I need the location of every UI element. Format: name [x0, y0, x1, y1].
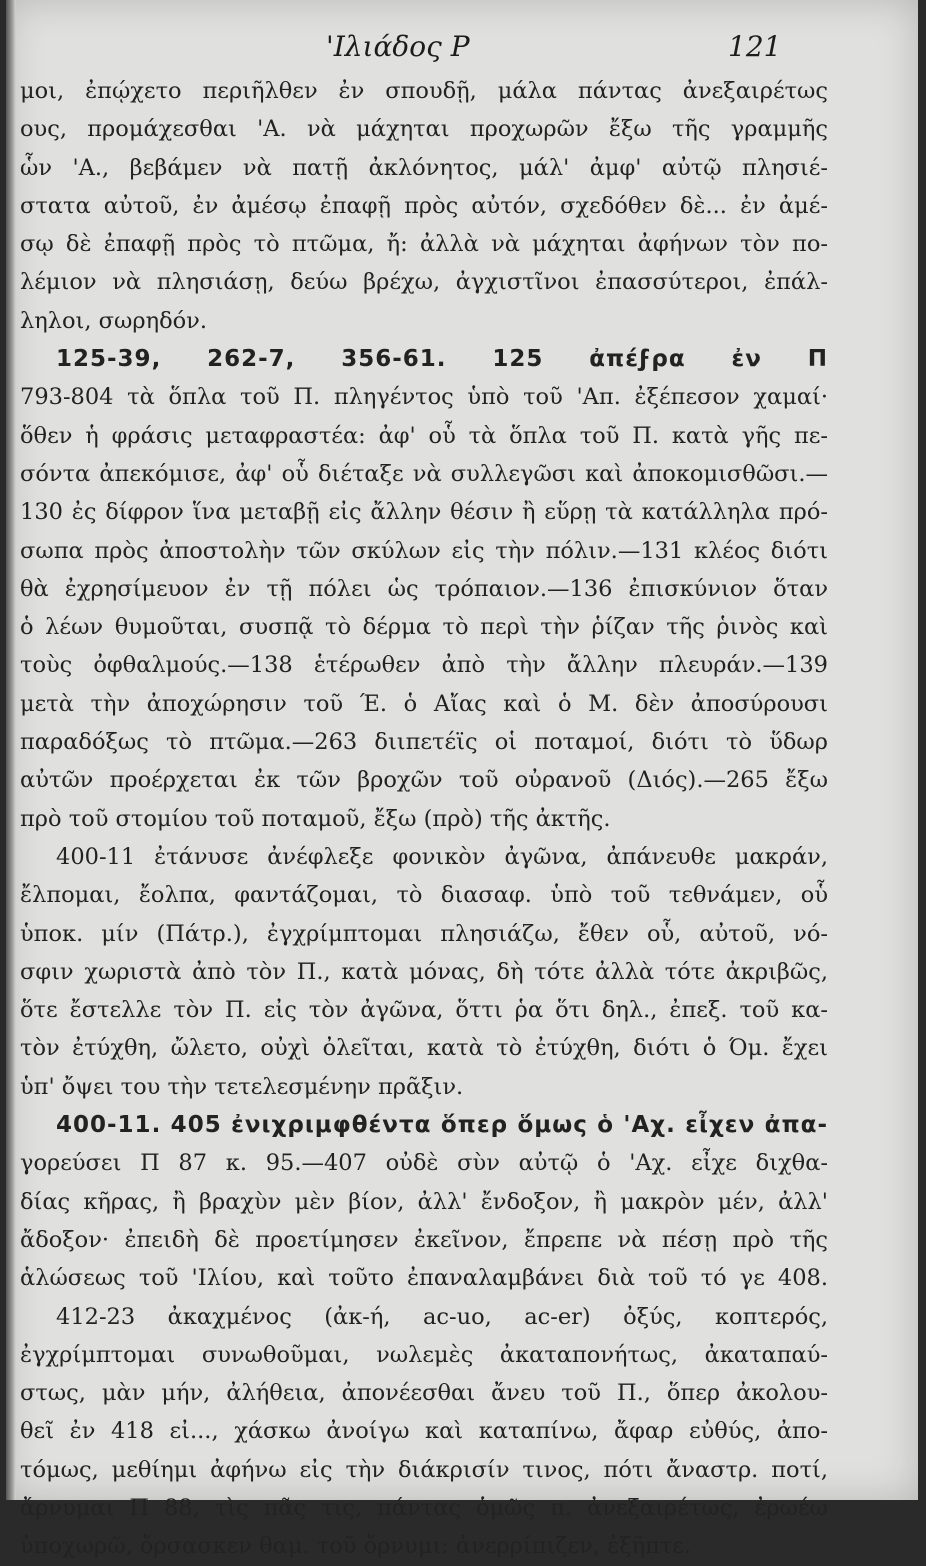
- page-number: 121: [728, 30, 782, 63]
- text-line: τόμως, μεθίημι ἀφήνω εἰς τὴν διάκρισίν τινος, πότι ἄναστρ. ποτί,: [20, 1456, 828, 1483]
- text-line: ἄρνυμαι Π 88, τὶς πᾶς τις, πάντας ὁμῶς π. ἀνεξαιρέτως, ἐρωέω: [20, 1494, 828, 1521]
- page-binding-edge: [6, 0, 16, 1500]
- text-line: σφιν χωριστὰ ἀπὸ τὸν Π., κατὰ μόνας, δὴ τότε ἀλλὰ τότε ἀκριβῶς,: [20, 958, 828, 985]
- text-line: 412-23 ἀκαχμένος (ἀκ-ή, ac-uo, ac-er) ὀξύς, κοπτερός,: [56, 1303, 828, 1330]
- book-page: [6, 0, 918, 1560]
- text-line: ἐγχρίμπτομαι συνωθοῦμαι, νωλεμὲς ἀκαταπονήτως, ἀκαταπαύ-: [20, 1341, 828, 1368]
- text-line: 400-11 ἐτάνυσε ἀνέφλεξε φονικὸν ἀγῶνα, ἀπάνευθε μακράν,: [56, 843, 828, 870]
- text-line: πρὸ τοῦ στομίου τοῦ ποταμοῦ, ἔξω (πρὸ) τῆς ἀκτῆς.: [20, 805, 611, 832]
- text-line: τὸν ἐτύχθη, ὤλετο, οὐχὶ ὀλεῖται, κατὰ τὸ ἐτύχθη, διότι ὁ Όμ. ἔχει: [20, 1035, 828, 1062]
- text-line: μετὰ τὴν ἀποχώρησιν τοῦ Έ. ὁ Αἴας καὶ ὁ Μ. δὲν ἀποσύρουσι: [20, 690, 828, 717]
- text-line: στως, μὰν μήν, ἀλήθεια, ἀπονέεσθαι ἄνευ τοῦ Π., ὅπερ ἀκολου-: [20, 1380, 828, 1407]
- text-line: 130 ἐς δίφρον ἵνα μεταβῇ εἰς ἄλλην θέσιν ἢ εὕρῃ τὰ κατάλληλα πρό-: [20, 499, 828, 526]
- page-header: [6, 30, 918, 70]
- text-line: ὑποχωρῶ, ὄρσασκεν θαμ. τοῦ ὄρνυμι: ἀνερρίπιζεν, ἐξῆπτε.: [20, 1533, 692, 1560]
- text-line: ἔλπομαι, ἔολπα, φαντάζομαι, τὸ διασαφ. ὑπὸ τοῦ τεθνάμεν, οὗ: [20, 882, 828, 909]
- section-heading-line: 400-11. 405 ἐνιχριμφθέντα ὅπερ ὅμως ὁ 'Αχ. εἶχεν ἀπα-: [56, 1112, 828, 1139]
- text-line: ὧν 'Α., βεβάμεν νὰ πατῇ ἀκλόνητος, μάλ' ἀμφ' αὐτῷ πλησιέ-: [20, 154, 828, 181]
- text-line: ὁ λέων θυμοῦται, συσπᾷ τὸ δέρμα τὸ περὶ τὴν ῥίζαν τῆς ῥινὸς καὶ: [20, 614, 828, 641]
- text-line: ἁλώσεως τοῦ 'Ιλίου, καὶ τοῦτο ἐπαναλαμβάνει διὰ τοῦ τό γε 408.: [20, 1265, 828, 1292]
- text-line: γορεύσει Π 87 κ. 95.—407 οὐδὲ σὺν αὐτῷ ὁ 'Αχ. εἶχε διχθα-: [20, 1150, 828, 1177]
- text-line: ὑποκ. μίν (Πάτρ.), ἐγχρίμπτομαι πλησιάζω, ἔθεν οὗ, αὐτοῦ, νό-: [20, 920, 828, 947]
- text-line: σωπα πρὸς ἀποστολὴν τῶν σκύλων εἰς τὴν πόλιν.—131 κλέος διότι: [20, 537, 828, 564]
- section-heading-line: 125-39, 262-7, 356-61. 125 ἀπέϝρα ἐν Π: [56, 346, 828, 373]
- text-line: ὅθεν ἡ φράσις μεταφραστέα: ἀφ' οὗ τὰ ὅπλα τοῦ Π. κατὰ γῆς πε-: [20, 422, 828, 449]
- text-line: τοὺς ὀφθαλμούς.—138 ἑτέρωθεν ἀπὸ τὴν ἄλλην πλευράν.—139: [20, 652, 828, 679]
- text-line: θεῖ ἐν 418 εἰ..., χάσκω ἀνοίγω καὶ καταπίνω, ἄφαρ εὐθύς, ἀπο-: [20, 1418, 828, 1445]
- text-line: σῳ δὲ ἐπαφῇ πρὸς τὸ πτῶμα, ἤ: ἀλλὰ νὰ μάχηται ἀφήνων τὸν πο-: [20, 231, 828, 258]
- text-line: ληλοι, σωρηδόν.: [20, 307, 208, 334]
- text-line: μοι, ἐπῴχετο περιῆλθεν ἐν σπουδῇ, μάλα πάντας ἀνεξαιρέτως: [20, 78, 828, 104]
- commentary-text: [20, 72, 828, 1566]
- text-line: παραδόξως τὸ πτῶμα.—263 διιπετέϊς οἱ ποταμοί, διότι τὸ ὕδωρ: [20, 729, 828, 756]
- text-line: θὰ ἐχρησίμευον ἐν τῇ πόλει ὡς τρόπαιον.—136 ἐπισκύνιον ὅταν: [20, 575, 828, 602]
- running-title: 'Ιλιάδος Ρ: [326, 30, 470, 63]
- text-line: ὅτε ἔστελλε τὸν Π. εἰς τὸν ἀγῶνα, ὅττι ῥα ὅτι δηλ., ἐπεξ. τοῦ κα-: [20, 997, 828, 1024]
- text-line: ους, προμάχεσθαι 'Α. νὰ μάχηται προχωρῶν ἔξω τῆς γραμμῆς: [20, 116, 828, 143]
- text-line: δίας κῆρας, ἢ βραχὺν μὲν βίον, ἀλλ' ἔνδοξον, ἢ μακρὸν μέν, ἀλλ': [20, 1188, 828, 1215]
- text-line: 793-804 τὰ ὅπλα τοῦ Π. πληγέντος ὑπὸ τοῦ 'Απ. ἐξέπεσον χαμαί·: [20, 384, 828, 411]
- text-line: σόντα ἀπεκόμισε, ἀφ' οὗ διέταξε νὰ συλλεγῶσι καὶ ἀποκομισθῶσι.—: [20, 460, 828, 487]
- text-line: ἄδοξον· ἐπειδὴ δὲ προετίμησεν ἐκεῖνον, ἔπρεπε νὰ πέσῃ πρὸ τῆς: [20, 1226, 828, 1253]
- text-line: λέμιον νὰ πλησιάσῃ, δεύω βρέχω, ἀγχιστῖνοι ἐπασσύτεροι, ἐπάλ-: [20, 269, 828, 296]
- text-line: αὐτῶν προέρχεται ἐκ τῶν βροχῶν τοῦ οὐρανοῦ (Διός).—265 ἔξω: [20, 767, 828, 794]
- text-line: στατα αὐτοῦ, ἐν ἀμέσῳ ἐπαφῇ πρὸς αὐτόν, σχεδόθεν δὲ... ἐν ἀμέ-: [20, 192, 828, 219]
- text-line: ὑπ' ὄψει του τὴν τετελεσμένην πρᾶξιν.: [20, 1073, 464, 1100]
